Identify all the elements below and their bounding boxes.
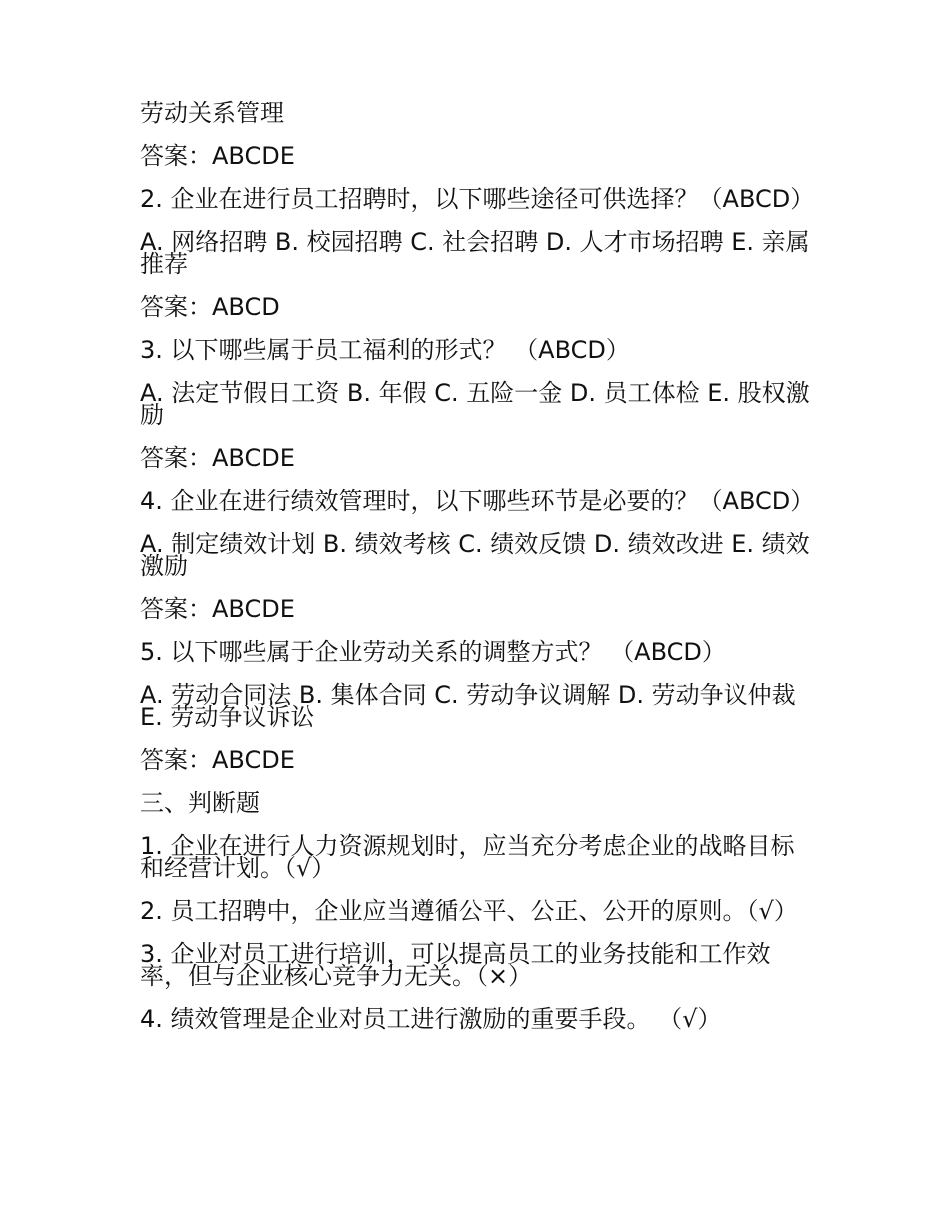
- question-line: 2. 企业在进行员工招聘时，以下哪些途径可供选择？（ABCD）: [140, 185, 815, 213]
- question-line: 4. 企业在进行绩效管理时，以下哪些环节是必要的？（ABCD）: [140, 487, 815, 515]
- judgment-line: 3. 企业对员工进行培训，可以提高员工的业务技能和工作效率，但与企业核心竞争力无关。（×）: [140, 940, 771, 990]
- judgment-line: 2. 员工招聘中，企业应当遵循公平、公正、公开的原则。（√）: [140, 897, 798, 925]
- answer-line: 答案：ABCDE: [140, 444, 295, 472]
- judgment-line: 1. 企业在进行人力资源规划时，应当充分考虑企业的战略目标和经营计划。（√）: [140, 832, 795, 882]
- section-line: 劳动关系管理: [140, 99, 284, 127]
- options-line: A. 劳动合同法 B. 集体合同 C. 劳动争议调解 D. 劳动争议仲裁 E. 劳动争议诉讼: [140, 681, 796, 731]
- options-line: A. 制定绩效计划 B. 绩效考核 C. 绩效反馈 D. 绩效改进 E. 绩效激励: [140, 530, 810, 580]
- answer-line: 答案：ABCD: [140, 293, 280, 321]
- options-line: A. 法定节假日工资 B. 年假 C. 五险一金 D. 员工体检 E. 股权激励: [140, 379, 810, 429]
- answer-line: 答案：ABCDE: [140, 142, 295, 170]
- options-line: A. 网络招聘 B. 校园招聘 C. 社会招聘 D. 人才市场招聘 E. 亲属推荐: [140, 228, 810, 278]
- question-line: 3. 以下哪些属于员工福利的形式？ （ABCD）: [140, 336, 630, 364]
- section-heading: 三、判断题: [140, 789, 260, 817]
- answer-line: 答案：ABCDE: [140, 595, 295, 623]
- judgment-line: 4. 绩效管理是企业对员工进行激励的重要手段。 （√）: [140, 1005, 722, 1033]
- question-line: 5. 以下哪些属于企业劳动关系的调整方式？ （ABCD）: [140, 638, 726, 666]
- document-page: [140, 99, 815, 1051]
- answer-line: 答案：ABCDE: [140, 746, 295, 774]
